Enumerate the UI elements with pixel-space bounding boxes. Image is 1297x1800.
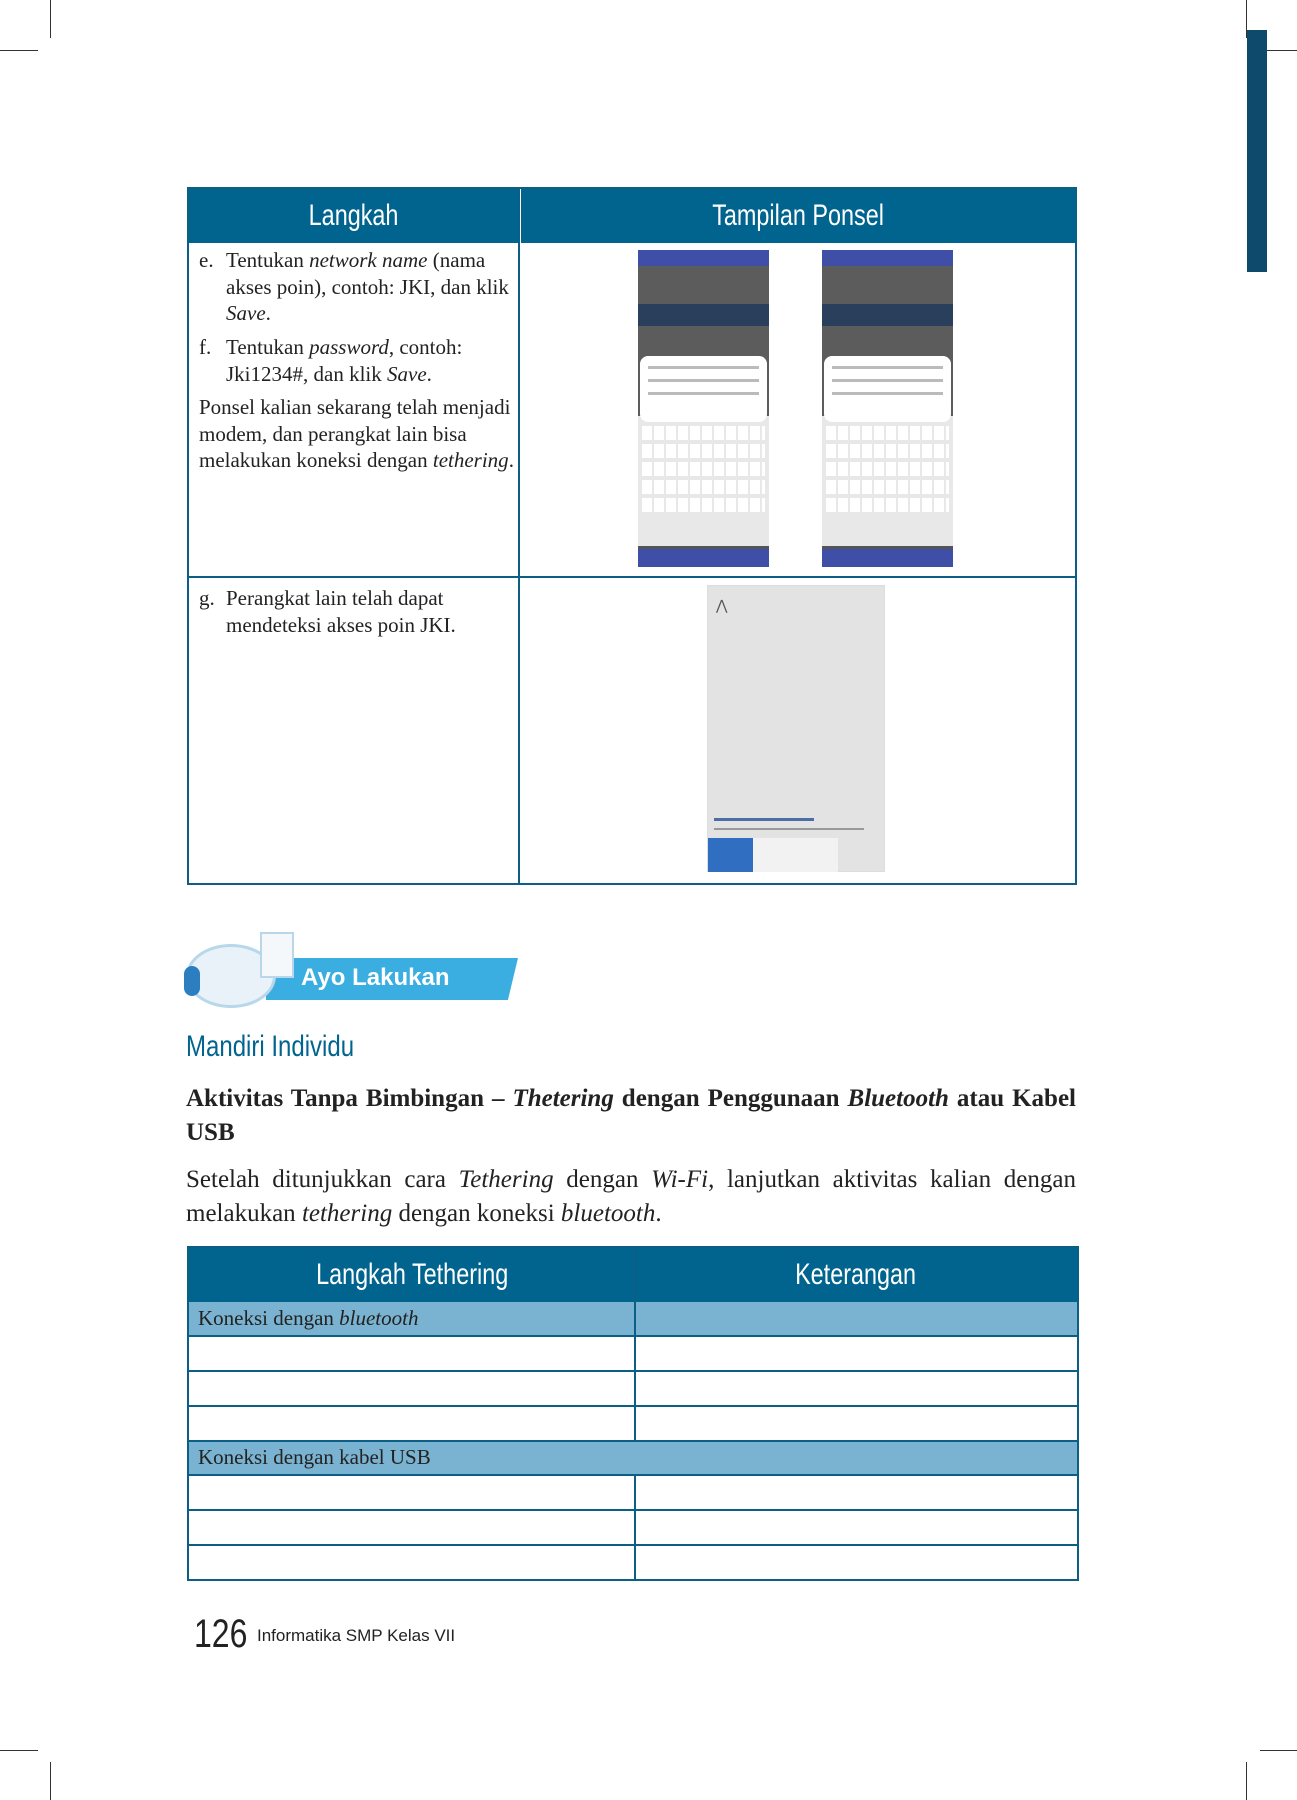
text: . <box>508 448 514 472</box>
step-g <box>199 585 509 638</box>
step-label: e. <box>199 248 214 272</box>
text: network name <box>309 248 428 272</box>
text: atau Kabel USB <box>186 1085 1077 1146</box>
text: . <box>426 361 432 386</box>
divider <box>634 1475 636 1581</box>
crop-mark <box>50 0 51 38</box>
banner-label: Ayo Lakukan <box>301 964 450 991</box>
crop-mark <box>0 50 38 51</box>
text: Koneksi dengan <box>198 1306 340 1330</box>
phone-screenshot-password <box>822 250 953 567</box>
crop-mark <box>1246 1762 1247 1800</box>
intro-paragraph <box>186 1163 1076 1231</box>
header-langkah <box>189 189 519 243</box>
book-title: Informatika SMP Kelas VII <box>257 1626 456 1645</box>
text: Save <box>226 301 266 325</box>
divider <box>634 1248 636 1441</box>
text: . <box>265 301 271 325</box>
text: Ponsel kalian sekarang telah menjadi modem, dan perangkat lain bisa melakukan koneksi dengan <box>199 395 511 472</box>
text: dengan koneksi <box>392 1200 561 1227</box>
header-text: Langkah <box>309 199 399 232</box>
step-label: f. <box>199 335 212 359</box>
text: dengan Penggunaan <box>613 1085 848 1112</box>
header-keterangan <box>635 1248 1077 1302</box>
text: Tentukan <box>226 335 310 359</box>
text: Wi-Fi <box>651 1166 709 1193</box>
crop-mark <box>50 1762 51 1800</box>
header-text: Langkah Tethering <box>315 1258 509 1291</box>
text: Tentukan <box>226 248 310 272</box>
text: Perangkat lain telah dapat mendeteksi akses poin JKI. <box>226 586 456 637</box>
step-e <box>199 247 509 327</box>
group-label-usb: Koneksi dengan kabel USB <box>198 1445 431 1469</box>
text: Save <box>387 361 427 386</box>
text: Bluetooth <box>847 1085 949 1112</box>
text: tethering <box>432 448 509 472</box>
text: tethering <box>301 1200 393 1227</box>
text: Aktivitas Tanpa Bimbingan – <box>186 1085 513 1112</box>
activity-heading <box>186 1082 1076 1150</box>
wifi-icon: ⋀ <box>716 599 728 614</box>
text: password <box>309 335 389 359</box>
crop-mark <box>1260 1750 1297 1751</box>
step-f <box>199 334 509 387</box>
text: dengan <box>553 1166 652 1193</box>
ayo-lakukan-banner <box>186 930 518 1012</box>
text: Setelah ditunjukkan cara <box>186 1166 459 1193</box>
text: , contoh: Jki1234#, dan klik <box>226 335 463 386</box>
header-tampilan <box>521 189 1075 243</box>
text: (nama akses poin), contoh: JKI, dan klik <box>226 248 509 299</box>
laptop-wifi-list-screenshot <box>707 585 885 872</box>
section-title: Mandiri Individu <box>186 1030 355 1063</box>
phone-screenshot-network-name <box>638 250 769 567</box>
header-text: Tampilan Ponsel <box>712 199 884 232</box>
page-number: 126 <box>194 1612 248 1656</box>
text: Tethering <box>458 1166 554 1193</box>
steps-table <box>187 187 1077 885</box>
tethering-worksheet-table <box>187 1246 1079 1581</box>
text: . <box>655 1200 662 1227</box>
step-note <box>199 394 514 474</box>
header-text: Keterangan <box>795 1258 917 1291</box>
chapter-tab <box>1247 30 1267 272</box>
step-label: g. <box>199 586 215 610</box>
divider <box>518 189 520 883</box>
divider <box>189 576 1075 578</box>
text: bluetooth <box>560 1200 656 1227</box>
text: Thetering <box>512 1085 614 1112</box>
clipboard-icon <box>260 932 294 978</box>
text: , lanjutkan aktivitas kalian dengan melakukan <box>186 1166 1077 1227</box>
text: bluetooth <box>339 1306 419 1330</box>
crop-mark <box>0 1750 38 1751</box>
header-langkah-tethering <box>189 1248 635 1302</box>
group-label-bluetooth <box>198 1306 418 1331</box>
